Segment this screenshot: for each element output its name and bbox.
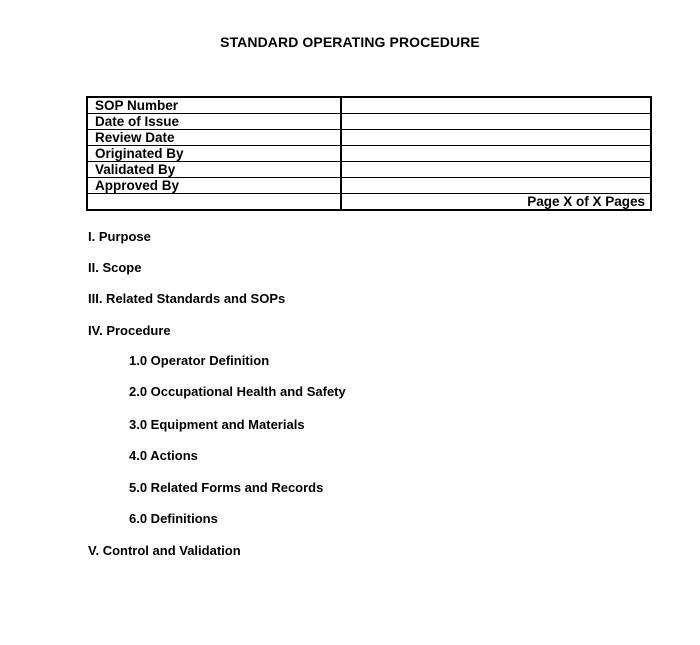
approved-by-label: Approved By [87,178,341,194]
subsection-related-forms: 5.0 Related Forms and Records [129,480,324,495]
subsection-equipment-materials: 3.0 Equipment and Materials [129,417,305,432]
subsection-operator-definition: 1.0 Operator Definition [129,353,270,368]
table-row [87,146,651,162]
blank-label-cell [87,194,341,211]
document-title: STANDARD OPERATING PROCEDURE [220,34,480,50]
section-procedure: IV. Procedure [88,323,171,338]
sop-info-table [86,96,652,211]
review-date-label: Review Date [87,130,341,146]
originated-by-label: Originated By [87,146,341,162]
date-of-issue-label: Date of Issue [87,114,341,130]
date-of-issue-value[interactable] [341,114,651,130]
approved-by-value[interactable] [341,178,651,194]
table-row [87,194,651,211]
sop-number-value[interactable] [341,97,651,114]
review-date-value[interactable] [341,130,651,146]
subsection-occupational-health: 2.0 Occupational Health and Safety [129,384,346,399]
validated-by-label: Validated By [87,162,341,178]
section-scope: II. Scope [88,260,142,275]
page-indicator: Page X of X Pages [341,194,651,211]
section-control-validation: V. Control and Validation [88,543,241,558]
section-related-standards: III. Related Standards and SOPs [88,291,286,306]
validated-by-value[interactable] [341,162,651,178]
table-row [87,130,651,146]
table-row [87,178,651,194]
subsection-definitions: 6.0 Definitions [129,511,218,526]
subsection-actions: 4.0 Actions [129,448,198,463]
sop-number-label: SOP Number [87,97,341,114]
table-row [87,162,651,178]
originated-by-value[interactable] [341,146,651,162]
table-row [87,114,651,130]
section-purpose: I. Purpose [88,229,151,244]
table-row [87,97,651,114]
